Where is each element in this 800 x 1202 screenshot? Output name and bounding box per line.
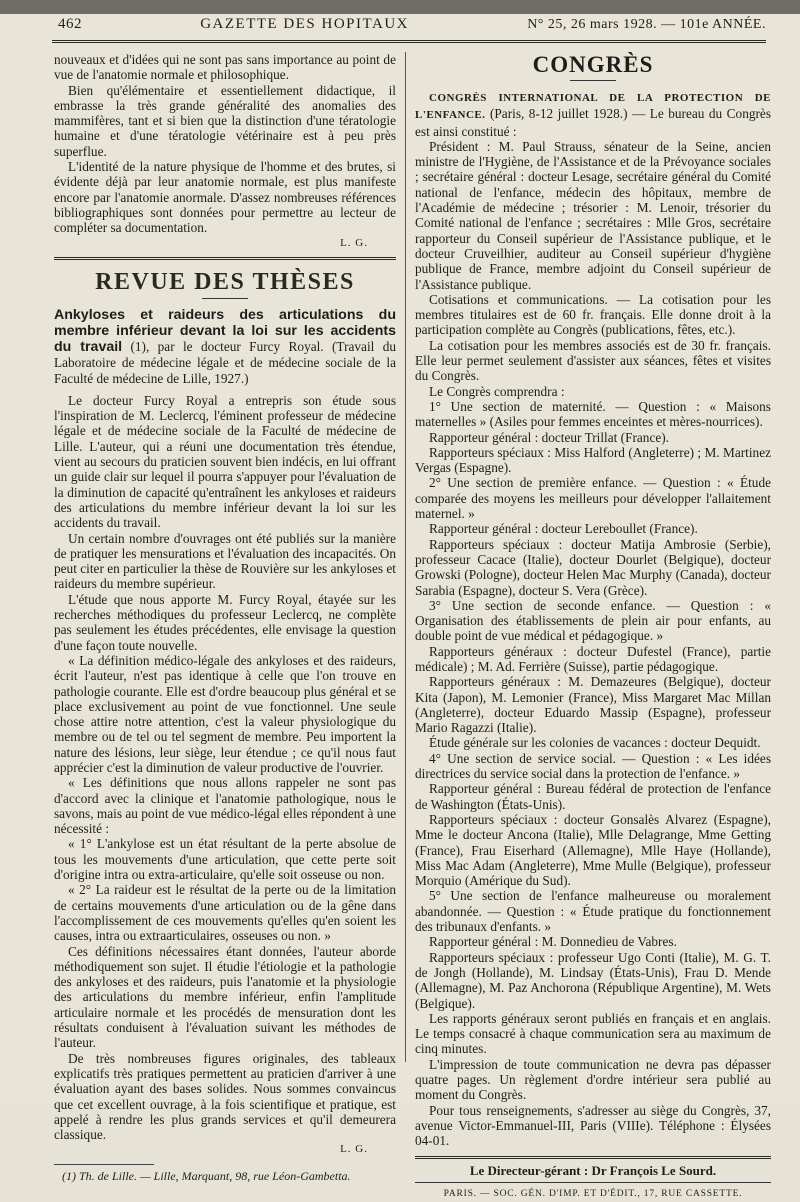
congres-paragraph: Rapporteurs généraux : docteur Dufestel (France), partie médicale) ; M. Ad. Ferrière (Suisse), partie pédagogique. — [415, 643, 771, 674]
page-number: 462 — [58, 16, 82, 32]
director-rule — [415, 1182, 771, 1183]
article-paragraph: De très nombreuses figures originales, des tableaux explicatifs très pratiques permettent au praticien d'arriver à une évaluation ayant des bases solides. Nous sommes convaincus que cet excellent ouvrage, à la fois scientifique et pratique, est appelé à rendre les plus grands services et qu'il demeurera classique. — [54, 1050, 396, 1143]
congres-paragraph: Les rapports généraux seront publiés en français et en anglais. Le temps consacré à chaque communication sera au maximum de cinq minutes. — [415, 1010, 771, 1057]
printer-line: PARIS. — SOC. GÉN. D'IMP. ET D'ÉDIT., 17, RUE CASSETTE. — [443, 1188, 743, 1199]
article-paragraph: L'étude que nous apporte M. Furcy Royal, étayée sur les recherches méthodiques du professeur Leclercq, ne complète pas seulement les études précédentes, elle envisage la question d'une façon toute nouvelle. — [54, 591, 396, 653]
page-top-edge — [0, 0, 800, 14]
congres-paragraph: Rapporteurs spéciaux : docteur Gonsalès Alvarez (Espagne), Mme le docteur Ancona (Italie), Mlle Delagrange, Mme Getting (France), Frau Eiserhard (Allemagne), Mlle Haye (Hollande), Miss Mac Adam (Angleterre), Mme Mulle (Belgique), professeur Morquio (Amérique du Sud). — [415, 811, 771, 889]
column-divider — [405, 52, 406, 1062]
director-line: Le Directeur-gérant : Dr François Le Sourd. — [469, 1163, 717, 1179]
congres-paragraph: Pour tous renseignements, s'adresser au siège du Congrès, 37, avenue Victor-Emmanuel-III, Paris (VIIIe). Téléphone : Élysées 04-01. — [415, 1102, 771, 1149]
congres-paragraph: Le Congrès comprendra : — [429, 383, 565, 399]
congres-lead — [415, 89, 771, 139]
header-rule — [52, 40, 766, 43]
article-paragraph: Le docteur Furcy Royal a entrepris son étude sous l'inspiration de M. Leclercq, l'éminent professeur de médecine légale et de médecine sociale de la Faculté de médecine de Lille. L'auteur, qui a réuni une documentation très étendue, vient au secours du praticien souvent bien indécis, en lui offrant un guide clair sur lequel il pourra s'appuyer pour l'évaluation de la diminution de capacité qu'entraînent les ankyloses et raideurs des articulations du membre inférieur devant la loi sur les accidents du travail. — [54, 392, 396, 531]
congres-paragraph: Rapporteurs spéciaux : docteur Matija Ambrosie (Serbie), professeur Cacace (Italie), docteur Dourlet (Belgique), docteur Growski (Pologne), docteur Helen Mac Murphy (Canada), docteur Sarabia (Espagne), docteur S. Vera (Grèce). — [415, 536, 771, 598]
intro-paragraph: Bien qu'élémentaire et essentiellement didactique, il embrasse la très grande généralité des anomalies des mammifères, tant et si bien que la distinction d'une tératologie humaine et d'une tératologie vétérinaire est à peu près superflue. — [54, 82, 396, 159]
issue-info: N° 25, 26 mars 1928. — 101e ANNÉE. — [527, 17, 766, 32]
running-header — [58, 16, 766, 36]
section-rule — [54, 257, 396, 260]
article-title-bold: Ankyloses et raideurs des articulations du membre inférieur devant la loi sur les accidents du travail — [54, 306, 396, 355]
intro-paragraph: L'identité de la nature physique de l'homme et des brutes, si évidente déjà par leur anatomie normale, est plus manifeste encore par l'anatomie anormale. D'assez nombreuses références bibliographiques sont données pour permettre au lecteur de compléter sa documentation. — [54, 159, 396, 236]
article-paragraph: « 1° L'ankylose est un état résultant de la perte absolue de tous les mouvements d'une articulation, que cette perte soit d'origine intra ou extra-articulaire, qu'elle soit osseuse ou non. — [54, 836, 396, 883]
section-title-congres: CONGRÈS — [532, 52, 654, 77]
article-paragraph: « Les définitions que nous allons rappeler ne sont pas d'accord avec la clinique et l'anatomie pathologique, nous le savons, mais au point de vue médico-légal elles répondent à une nécessité : — [54, 775, 396, 837]
congres-paragraph: L'impression de toute communication ne devra pas dépasser quatre pages. Un règlement d'ordre intérieur sera publié au moment du Congrès. — [415, 1056, 771, 1103]
congres-paragraph: 2° Une section de première enfance. — Question : « Étude comparée des moyens les meilleurs pour développer l'allaitement maternel. » — [415, 475, 771, 522]
congres-lead-rest: (Paris, 8-12 juillet 1928.) — Le bureau du Congrès est ainsi constitué : — [415, 106, 771, 139]
congres-paragraph: 5° Une section de l'enfance malheureuse ou moralement abandonnée. — Question : « Étude pratique du fonctionnement des tribunaux d'enfants. » — [415, 888, 771, 935]
closing-rule — [415, 1156, 771, 1159]
intro-signature: L. G. — [340, 236, 368, 249]
article-title-rest: (1), par le docteur Furcy Royal. (Travail du Laboratoire de médecine légale et de médecine sociale de la Faculté de médecine de Lille, 1927.) — [54, 338, 396, 386]
congres-paragraph: 1° Une section de maternité. — Question : « Maisons maternelles » (Asiles pour femmes enceintes et mères-nourrices). — [415, 398, 771, 430]
article-title — [54, 307, 396, 387]
congres-paragraph: 3° Une section de seconde enfance. — Question : « Organisation des établissements de plein air pour enfants, au double point de vue médical et pédagogique. » — [415, 597, 771, 644]
intro-paragraph: nouveaux et d'idées qui ne sont pas sans importance au point de vue de l'anatomie normale et philosophique. — [54, 52, 396, 83]
right-column — [415, 52, 771, 1202]
congres-paragraph: Rapporteur général : docteur Lereboullet (France). — [429, 521, 698, 537]
congres-paragraph: La cotisation pour les membres associés est de 30 fr. français. Elle leur permet seulement d'assister aux séances, fêtes et visites du Congrès. — [415, 337, 771, 384]
journal-title: GAZETTE DES HOPITAUX — [200, 16, 409, 32]
congres-paragraph: Étude générale sur les colonies de vacances : docteur Dequidt. — [429, 735, 761, 751]
congres-paragraph: Président : M. Paul Strauss, sénateur de la Seine, ancien ministre de l'Hygiène, de l'Assistance et de la Prévoyance sociales ; secrétaire général : docteur Lesage, secrétaire général du Comité national de l'enfance, médecin des hôpitaux, membre de l'Académie de médecine ; trésorier : M. Lenoir, trésorier du Comité national de l'enfance ; secrétaires : Mlle Gros, secrétaire rapporteur du Conseil supérieur de l'Assistance publique, et le docteur Cruveilhier, auditeur au Conseil supérieur d'hygiène publique de France, membre adjoint du Conseil supérieur de l'Assistance publique. — [415, 138, 771, 292]
congres-paragraph: Rapporteur général : Bureau fédéral de protection de l'enfance de Washington (États-Unis). — [415, 781, 771, 812]
footnote-rule — [54, 1164, 154, 1165]
section-title-theses: REVUE DES THÈSES — [95, 268, 355, 295]
congres-paragraph: Cotisations et communications. — La cotisation pour les membres titulaires est de 60 fr. français. Elle donne droit à la participation complète au Congrès (publications, fêtes, etc.). — [415, 291, 771, 338]
article-paragraph: « La définition médico-légale des ankyloses et des raideurs, écrit l'auteur, n'est pas identique à celle que l'on trouve en pathologie courante. Elle est d'ordre beaucoup plus général et se place exclusivement au point de vue fonctionnel. Une seule chose attire notre attention, c'est la valeur physiologique du membre ou de tel ou tel segment de membre. Peu importent la nature des lésions, leur siège, leur étendue ; ce qu'il nous faut apprécier c'est la diminution de valeur productive de l'ouvrier. — [54, 652, 396, 775]
congres-paragraph: 4° Une section de service social. — Question : « Les idées directrices du service social dans la protection de l'enfance. » — [415, 750, 771, 782]
article-paragraph: Ces définitions nécessaires étant données, l'auteur aborde méthodiquement son sujet. Il étudie l'étiologie et la pathologie des ankyloses et des raideurs, puis l'anatomie et la physiologie des articulations du membre inférieur, enfin l'amplitude articulaire normale et les procédés de mensuration dont les résultats conduisent à l'évaluation suivant les méthodes de l'auteur. — [54, 943, 396, 1051]
article-paragraph: « 2° La raideur est le résultat de la perte ou de la limitation de certains mouvements d'une articulation ou de la gêne dans l'accomplissement de ces mouvements qu'elles qu'en soient les causes, intra ou extraarticulaires, osseuses ou non. » — [54, 882, 396, 944]
congres-paragraph: Rapporteur général : M. Donnedieu de Vabres. — [429, 934, 677, 950]
article-signature: L. G. — [340, 1143, 368, 1156]
congres-paragraph: Rapporteurs généraux : M. Demazeures (Belgique), docteur Kita (Japon), M. Lemonier (France), Miss Margaret Mac Millan (Angleterre), docteur Eduardo Massip (Espagne), professeur Mario Ragazzi (Italie). — [415, 674, 771, 736]
congres-paragraph: Rapporteur général : docteur Trillat (France). — [429, 429, 670, 445]
congres-lead-caps: CONGRÈS INTERNATIONAL DE LA PROTECTION DE L'ENFANCE. — [415, 92, 771, 122]
title-underline — [570, 80, 616, 81]
left-column — [54, 52, 396, 1184]
footnote: (1) Th. de Lille. — Lille, Marquant, 98, rue Léon-Gambetta. — [62, 1168, 351, 1183]
congres-paragraph: Rapporteurs spéciaux : Miss Halford (Angleterre) ; M. Martinez Vergas (Espagne). — [415, 444, 771, 476]
article-paragraph: Un certain nombre d'ouvrages ont été publiés sur la manière de pratiquer les mensurations et l'évaluation des incapacités. On peut citer en particulier la thèse de Rouvière sur les ankyloses et raideurs du membre supérieur. — [54, 530, 396, 592]
title-underline — [202, 298, 248, 299]
congres-paragraph: Rapporteurs spéciaux : professeur Ugo Conti (Italie), M. G. T. de Jongh (Hollande), M. Lindsay (États-Unis), Frau D. Mende (Allemagne), M. Paz Anchorona (République Argentine), M. Wets (Belgique). — [415, 949, 771, 1011]
